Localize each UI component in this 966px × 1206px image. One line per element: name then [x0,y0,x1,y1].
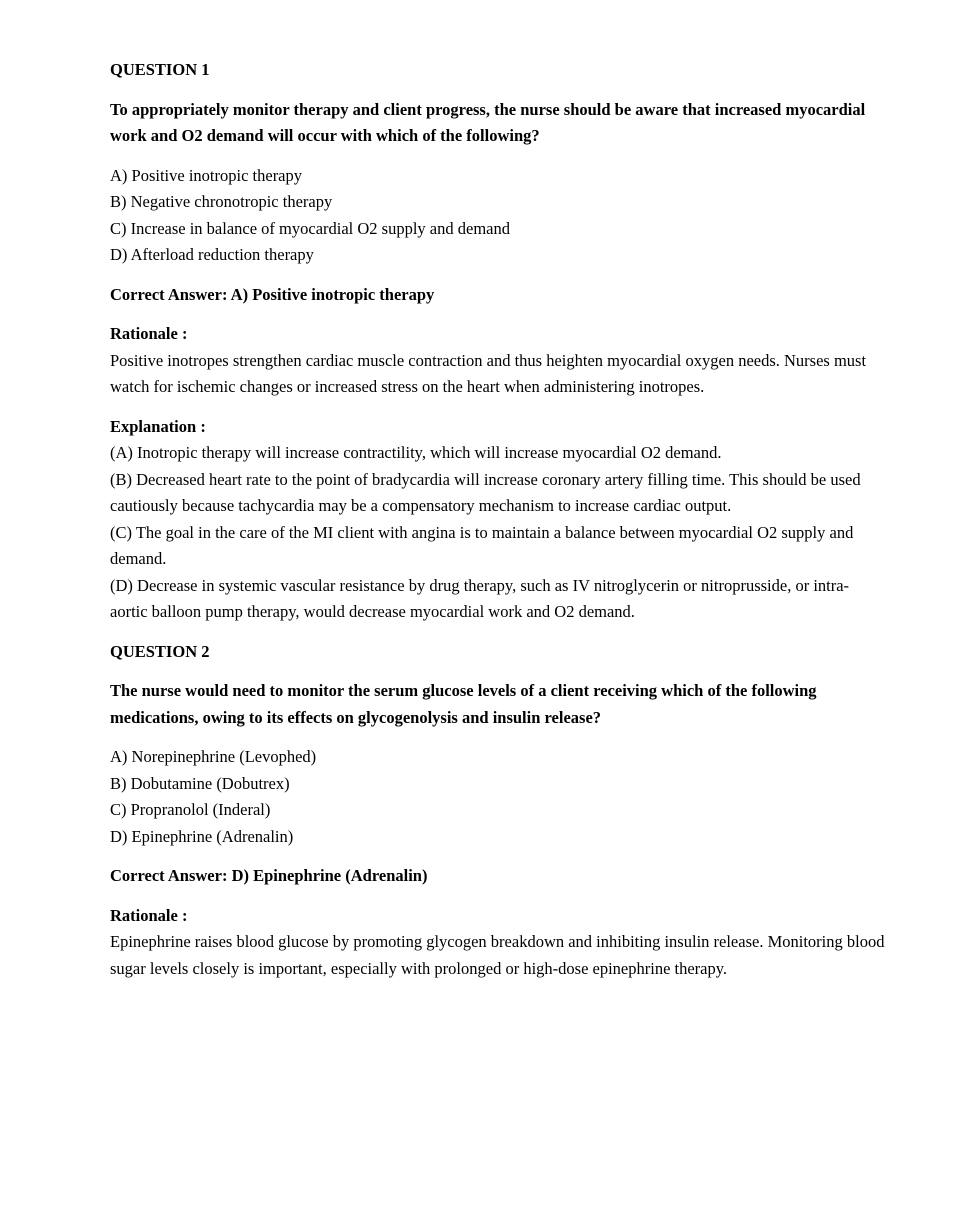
question-2-option-d: D) Epinephrine (Adrenalin) [110,826,294,846]
question-1-rationale [110,321,885,401]
question-2-section [110,639,885,983]
question-1-option-b: B) Negative chronotropic therapy [110,192,333,211]
question-2-option-c: C) Propranolol (Inderal) [110,800,271,819]
question-2-rationale [110,903,885,983]
question-1-explanation-label: Explanation : [110,416,206,436]
question-1-options [110,163,885,269]
question-1-option-c: C) Increase in balance of myocardial O2 supply and demand [110,218,510,238]
question-1-rationale-text: Positive inotropes strengthen cardiac muscle contraction and thus heighten myocardial oxygen needs. Nurses must watch for ischemic changes or increased stress on the heart when administering inotropes. [110,350,867,396]
question-1-correct-answer: Correct Answer: A) Positive inotropic therapy [110,284,435,304]
question-2-heading: QUESTION 2 [110,641,210,661]
question-2-correct-answer: Correct Answer: D) Epinephrine (Adrenalin) [110,866,428,885]
question-1-explanation-item-d: (D) Decrease in systemic vascular resistance by drug therapy, such as IV nitroglycerin or nitroprusside, or intra-aortic balloon pump therapy, would decrease myocardial work and O2 demand. [110,575,850,621]
question-1-rationale-label: Rationale : [110,324,188,343]
question-2-text: The nurse would need to monitor the serum glucose levels of a client receiving which of the following medications, owing to its effects on glycogenolysis and insulin release? [110,681,817,727]
question-2-options [110,744,885,850]
question-2-rationale-label: Rationale : [110,905,188,925]
question-2-rationale-text: Epinephrine raises blood glucose by promoting glycogen breakdown and inhibiting insulin release. Monitoring blood sugar levels closely is important, especially with prolonged or high-dose epinephrine therapy. [110,932,885,978]
question-1-option-d: D) Afterload reduction therapy [110,245,314,264]
question-2-option-b: B) Dobutamine (Dobutrex) [110,773,290,793]
question-1-explanation-item-a: (A) Inotropic therapy will increase contractility, which will increase myocardial O2 demand. [110,443,722,462]
question-1-explanation [110,414,885,626]
question-1-explanation-item-b: (B) Decreased heart rate to the point of bradycardia will increase coronary artery filling time. This should be used cautiously because tachycardia may be a compensatory mechanism to increase cardiac output. [110,469,861,515]
question-1-text: To appropriately monitor therapy and client progress, the nurse should be aware that increased myocardial work and O2 demand will occur with which of the following? [110,99,866,145]
question-1-option-a: A) Positive inotropic therapy [110,165,303,185]
question-2-option-a: A) Norepinephrine (Levophed) [110,747,317,766]
question-1-section [110,57,885,626]
question-1-heading: QUESTION 1 [110,60,210,79]
question-1-explanation-item-c: (C) The goal in the care of the MI client with angina is to maintain a balance between myocardial O2 supply and demand. [110,522,854,568]
